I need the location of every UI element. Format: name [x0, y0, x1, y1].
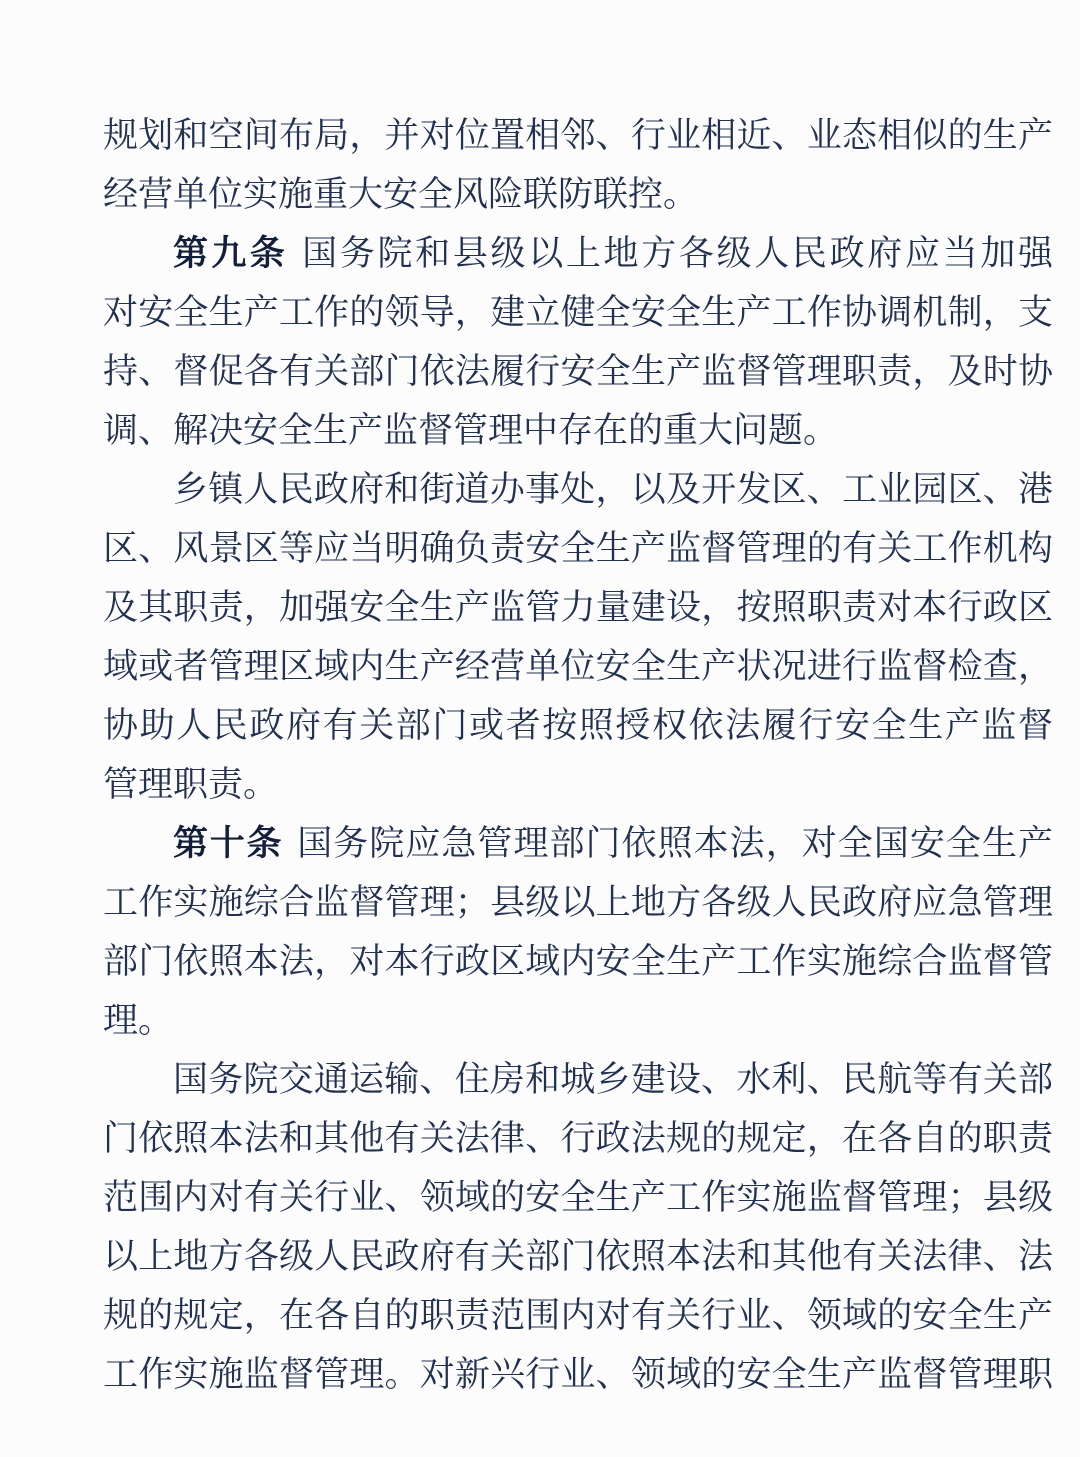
text-line: 区、风景区等应当明确负责安全生产监督管理的有关工作机构	[103, 529, 1053, 568]
text-line: 理。	[103, 1001, 174, 1040]
article-number: 第十条	[173, 824, 284, 863]
text-line: 以上地方各级人民政府有关部门依照本法和其他有关法律、法	[103, 1237, 1053, 1276]
text-line: 协助人民政府有关部门或者按照授权依法履行安全生产监督	[103, 706, 1053, 745]
text-line: 对安全生产工作的领导，建立健全安全生产工作协调机制，支	[103, 293, 1053, 332]
text-line: 经营单位实施重大安全风险联防联控。	[103, 175, 699, 214]
text-line: 规划和空间布局，并对位置相邻、行业相近、业态相似的生产	[103, 116, 1053, 155]
text-line: 第十条 国务院应急管理部门依照本法，对全国安全生产	[173, 824, 1053, 863]
text-line: 范围内对有关行业、领域的安全生产工作实施监督管理；县级	[103, 1178, 1053, 1217]
text-line: 持、督促各有关部门依法履行安全生产监督管理职责，及时协	[103, 352, 1053, 391]
text-line: 部门依照本法，对本行政区域内安全生产工作实施综合监督管	[103, 942, 1053, 981]
text-line: 及其职责，加强安全生产监管力量建设，按照职责对本行政区	[103, 588, 1053, 627]
text-line: 国务院交通运输、住房和城乡建设、水利、民航等有关部	[173, 1060, 1053, 1099]
text-line: 第九条 国务院和县级以上地方各级人民政府应当加强	[173, 234, 1053, 273]
document-text	[103, 106, 1053, 1404]
text-line: 乡镇人民政府和街道办事处，以及开发区、工业园区、港	[173, 470, 1053, 509]
text-line: 管理职责。	[103, 765, 279, 804]
text-line: 工作实施监督管理。对新兴行业、领域的安全生产监督管理职	[103, 1355, 1053, 1394]
text-line: 工作实施综合监督管理；县级以上地方各级人民政府应急管理	[103, 883, 1053, 922]
article-number: 第九条	[173, 234, 289, 273]
text-line: 规的规定，在各自的职责范围内对有关行业、领域的安全生产	[103, 1296, 1053, 1335]
text-line: 域或者管理区域内生产经营单位安全生产状况进行监督检查，	[103, 647, 1053, 686]
text-line: 门依照本法和其他有关法律、行政法规的规定，在各自的职责	[103, 1119, 1053, 1158]
text-line: 调、解决安全生产监督管理中存在的重大问题。	[103, 411, 839, 450]
